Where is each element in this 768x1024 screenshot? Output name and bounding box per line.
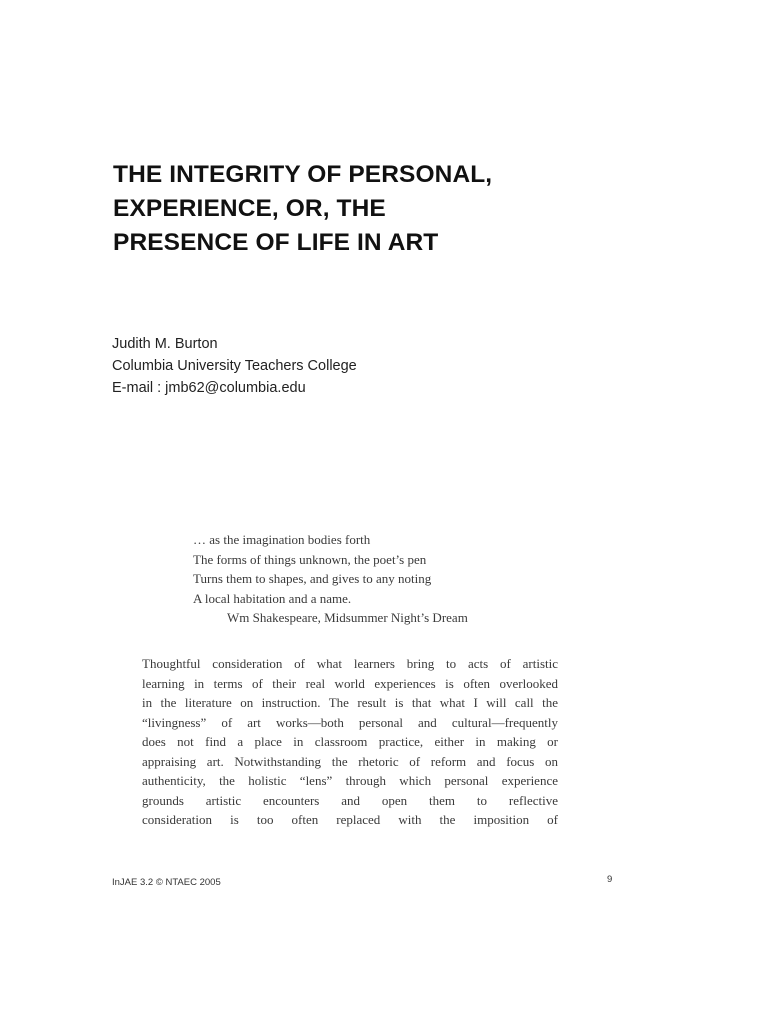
author-block	[112, 333, 357, 399]
page-number: 9	[607, 874, 613, 885]
body-line: learning in terms of their real world experiences is often overlooked	[142, 675, 558, 691]
body-line: authenticity, the holistic “lens” through which personal experience	[142, 773, 558, 788]
journal-footer: InJAE 3.2 © NTAEC 2005	[112, 877, 221, 888]
body-paragraph	[142, 654, 558, 830]
paper-title	[113, 158, 673, 260]
epigraph-line: A local habitation and a name.	[193, 590, 352, 606]
body-line: appraising art. Notwithstanding the rhetoric of reform and focus on	[142, 753, 558, 769]
title-line: THE INTEGRITY OF PERSONAL,	[113, 161, 493, 188]
body-line: consideration is too often replaced with the imposition of	[142, 812, 558, 827]
title-line: PRESENCE OF LIFE IN ART	[113, 229, 439, 256]
author-email: E-mail : jmb62@columbia.edu	[112, 380, 306, 396]
epigraph	[193, 530, 468, 628]
body-line: Thoughtful consideration of what learners bring to acts of artistic	[142, 656, 558, 671]
body-line: does not find a place in classroom practice, either in making or	[142, 734, 558, 749]
title-line: EXPERIENCE, OR, THE	[113, 195, 386, 222]
epigraph-attribution: Wm Shakespeare, Midsummer Night’s Dream	[227, 610, 468, 625]
epigraph-line: … as the imagination bodies forth	[193, 532, 371, 547]
body-line: grounds artistic encounters and open them to reflective	[142, 792, 558, 808]
author-name: Judith M. Burton	[112, 336, 218, 352]
epigraph-line: Turns them to shapes, and gives to any noting	[193, 571, 432, 586]
epigraph-line: The forms of things unknown, the poet’s pen	[193, 551, 427, 567]
author-affiliation: Columbia University Teachers College	[112, 358, 357, 374]
body-line: in the literature on instruction. The result is that what I will call the	[142, 695, 558, 710]
body-line: “livingness” of art works—both personal and cultural—frequently	[142, 714, 558, 730]
